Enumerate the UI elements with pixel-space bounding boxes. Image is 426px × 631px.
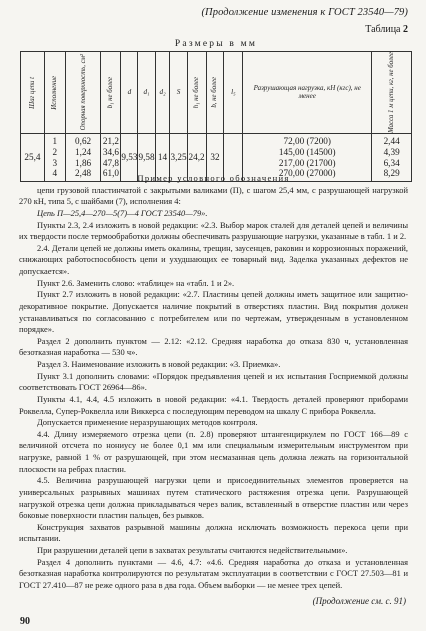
page-number: 90 [20,616,30,627]
paragraph: 2.4. Детали цепей не должны иметь окалины, трещин, заусенцев, раковин и коррозионных поражений, снижающих работоспособность цепи и ухудшающих ее товарный вид. Заделка указанных дефектов не допускается». [19,242,408,276]
paragraph: Пункты 2.3, 2.4 изложить в новой редакции: «2.3. Выбор марок сталей для деталей цепей и величины их твердости после термообработки должны обеспечивать разрушающие нагрузки, указанные в табл. 1 и 2. [19,219,408,242]
header-b1: b₁ не более [101,52,121,134]
continuation-footer: (Продолжение см. с. 91) [312,596,406,606]
paragraph: Пункт 2.7 изложить в новой редакции: «2.7. Пластины цепей должны иметь защитное или защитно-декоративное покрытие. Допускается наличие покрытий в отверстиях пластин. Вид покрытия должен устанавливаться по согласованию с потребителем или по чертежам, утвержденным в установленном порядке». [19,289,408,335]
header-s: S [170,52,187,134]
header-load: Разрушающая нагрузка, кН (кгс), не менее [243,52,372,134]
example-title: Пример условного обозначения [137,173,290,183]
cell-s: 3,25 [170,133,187,181]
continuation-header: (Продолжение изменения к ГОСТ 23540—79) [201,7,408,18]
paragraph: Пункт 2.6. Заменить слово: «таблице» на «табл. 1 и 2». [37,277,235,288]
paragraph: Раздел 3. Наименование изложить в новой редакции: «3. Приемка». [37,359,281,369]
cell-versions: 1 2 3 4 [44,133,65,181]
paragraph: Пункт 3.1 дополнить словами: «Порядок предъявления цепей и их испытания Госприемкой должны соответствовать ГОСТ 26964—86». [19,370,408,393]
cell-areas: 0,62 1,24 1,86 2,48 [65,133,101,181]
chain-dimensions-table [20,38,412,182]
header-mass: Масса 1 м цепи, кг, не более [372,52,412,134]
paragraph: 4.5. Величина разрушающей нагрузки цепи и присоединительных элементов проверяется на универсальных разрывных машинах путем статического растяжения отрезка цепи. Разрушающей нагрузкой отрезка цепи должна прикладываться через валик, вставленный в отверстие пластин или через боковые поверхности пластин пальцев, без рывков. [19,475,408,521]
paragraph: Раздел 2 дополнить пунктом — 2.12: «2.12. Средняя наработка до отказа 830 ч, установленная безотказная наработка — 530 ч». [19,335,408,358]
header-d2: d₂ [155,52,170,134]
table-caption-number: 2 [403,24,408,35]
cell-h1: 24,2 [187,133,206,181]
cell-b: 32 [206,133,224,181]
table-title: Размеры в мм [21,38,412,52]
paragraph: Пункты 4.1, 4.4, 4.5 изложить в новой редакции: «4.1. Твердость деталей проверяют приборами Роквелла, Супер-Роквелла или Виккерса с последующим переводом на шкалу С прибора Роквелла. [19,393,408,416]
table-caption [365,24,408,35]
paragraph: цепи грузовой пластинчатой с закрытыми валиками (П), с шагом 25,4 мм, с разрушающей нагрузкой 270 кН, типа 5, с шайбами (7), исполнения 4: [19,184,408,207]
cell-d1: 9,58 [138,133,155,181]
header-b: b, не более [206,52,224,134]
cell-masses: 2,44 4,39 6,34 8,29 [372,133,412,181]
paragraph: Раздел 4 дополнить пунктами — 4.6, 4.7: «4.6. Средняя наработка до отказа и установленная безотказная наработка контролируются по результатам эксплуатации в соответствии с ГОСТ 27.503—81 и ГОСТ 27.410—87 не реже одного раза в два года. Объем выборки — не менее трех цепей. [19,556,408,590]
body-text [19,173,408,592]
cell-loads: 72,00 (7200) 145,00 (14500) 217,00 (21700) 270,00 (27000) [243,133,372,181]
designation-example: Цепь П—25,4—270—5(7)—4 ГОСТ 23540—79». [37,207,208,218]
header-l5: l₅ [224,52,243,134]
header-d: d [121,52,138,134]
header-version: Исполнение [44,52,65,134]
cell-b1: 21,2 34,6 47,8 61,0 [101,133,121,181]
header-pitch: Шаг цепи t [21,52,45,134]
cell-d2: 14 [155,133,170,181]
header-h1: h₁ не более [187,52,206,134]
paragraph: Допускается применение неразрушающих методов контроля. [37,417,258,428]
table-caption-word: Таблица [365,24,401,35]
cell-pitch: 25,4 [21,133,45,181]
paragraph: При разрушении деталей цепи в захватах результаты считаются недействительными». [37,545,348,555]
header-d1: d₁ [138,52,155,134]
header-area: Опорная поверхность, см² [65,52,101,134]
paragraph: 4.4. Длину измеряемого отрезка цепи (п. 2.8) проверяют штангенциркулем по ГОСТ 166—89 с величиной отсчета по нониусу не более 0,1 мм или специальным измерительным инструментом при нагрузке, равной 1 % от разрушающей, при этом несмазанная цепь должна лежать на горизонтальной плоскости на ребрах пластин. [19,428,408,474]
paragraph: Конструкция захватов разрывной машины должна исключать возможность перекоса цепи при испытании. [19,521,408,544]
cell-d: 9,53 [121,133,138,181]
